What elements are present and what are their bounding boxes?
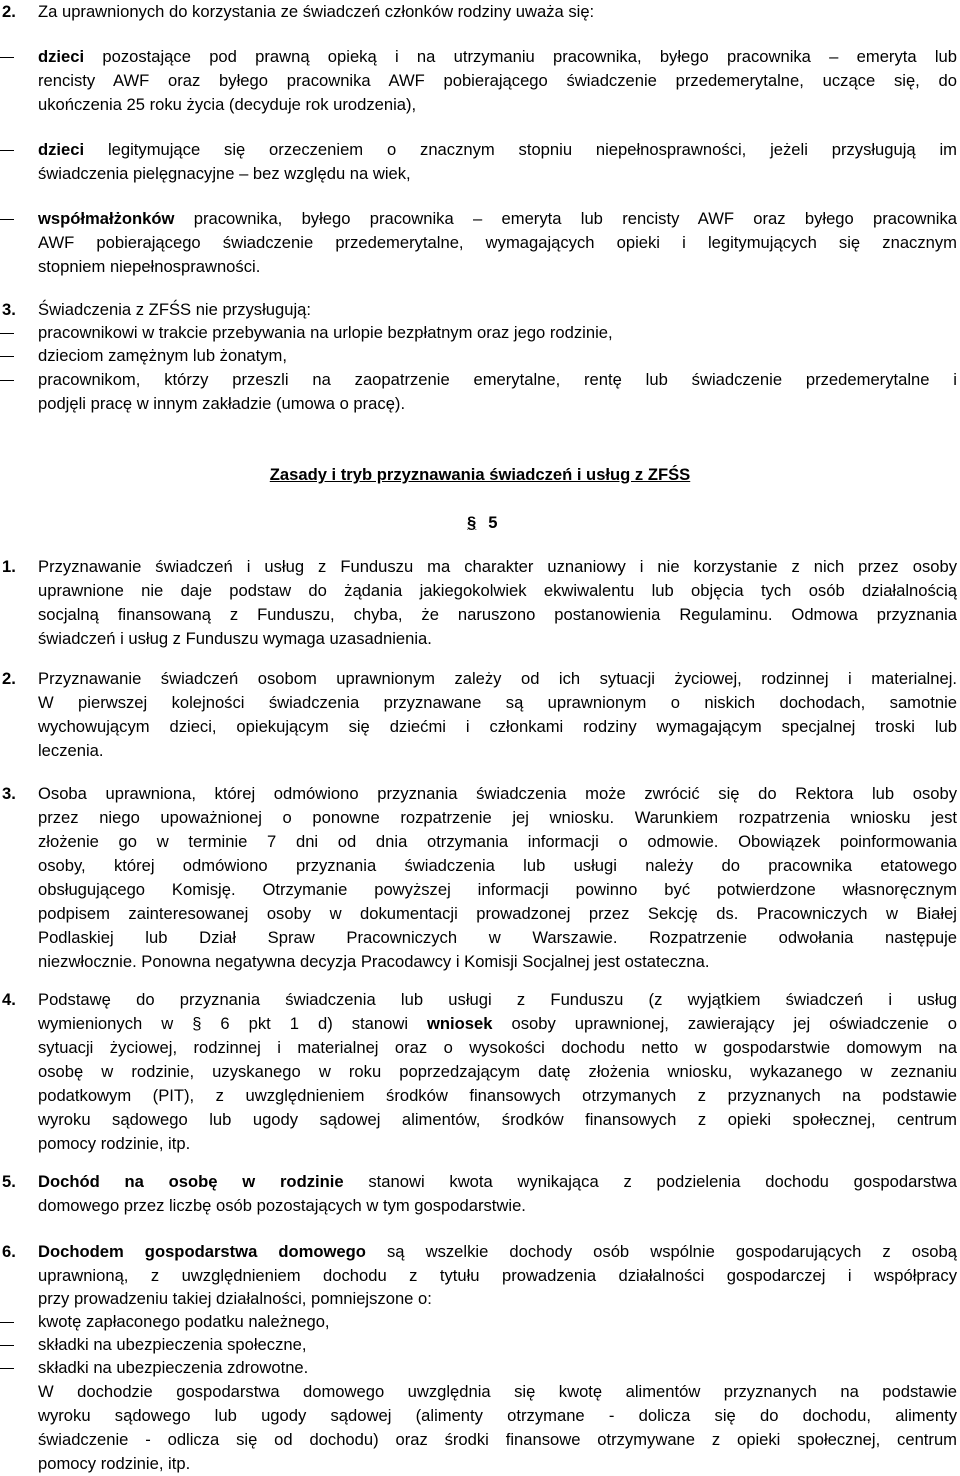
paragraph-line: złożenie go w terminie 7 dni od dnia otrzymania informacji o odmowie. Obowiązek poinformowania — [38, 832, 957, 851]
paragraph-line: Dochód na osobę w rodzinie stanowi kwota wynikająca z podzielenia dochodu gospodarstwa — [38, 1172, 957, 1191]
paragraph-line: wychowującym dzieci, opiekującym się dziećmi i członkami rodziny wymagającym specjalnej troski lub — [38, 717, 957, 736]
paragraph-1-number: 1. — [2, 557, 16, 576]
dash-bullet — [0, 150, 14, 151]
paragraph-line: W dochodzie gospodarstwa domowego uwzględnia się kwotę alimentów przyznanych na podstawie — [38, 1382, 957, 1401]
paragraph-line: podatkowym (PIT), z uwzględnieniem środków finansowych otrzymanych z przyznanych na podstawie — [38, 1086, 957, 1105]
paragraph-line: osobę w rodzinie, uzyskanego w roku poprzedzającym datę złożenia wniosku, wykazanego w zeznaniu — [38, 1062, 957, 1081]
paragraph-line: świadczeń i usług z Funduszu wymaga uzasadnienia. — [38, 629, 432, 648]
paragraph-line: socjalną finansowaną z Funduszu, chyba, że naruszono postanowienia Regulaminu. Odmowa przyznania — [38, 605, 957, 624]
paragraph-line: domowego przez liczbę osób pozostających w tym gospodarstwie. — [38, 1196, 526, 1215]
section-heading: Zasady i tryb przyznawania świadczeń i usług z ZFŚS — [269, 465, 691, 484]
paragraph-5-number: 5. — [2, 1172, 16, 1191]
paragraph-6-number: 6. — [2, 1242, 16, 1261]
item-3-bullet-3-line: pracownikom, którzy przeszli na zaopatrzenie emerytalne, rentę lub świadczenie przedemerytalne i — [38, 370, 957, 389]
paragraph-line: podpisem zainteresowanej osoby w dokumentacji prowadzonej przez Sekcję ds. Pracowniczych w Białej — [38, 904, 957, 923]
paragraph-line: wyroku sądowego lub ugody sądowej alimentów, środków finansowych z opieki społecznej, centrum — [38, 1110, 957, 1129]
paragraph-line: uprawnioną, z uwzględnieniem dochodu z tytułu prowadzenia działalności gospodarczej i współpracy — [38, 1266, 957, 1285]
item-2-bullet-2-line: dzieci legitymujące się orzeczeniem o znacznym stopniu niepełnosprawności, jeżeli przysługują im — [38, 140, 957, 159]
paragraph-line: sytuacji życiowej, rodzinnej i materialnej oraz o wysokości dochodu netto w gospodarstwie domowym na — [38, 1038, 957, 1057]
paragraph-line: Przyznawanie świadczeń osobom uprawnionym zależy od ich sytuacji życiowej, rodzinnej i materialnej. — [38, 669, 957, 688]
paragraph-line: wyroku sądowego lub ugody sądowej (alimenty otrzymane - dolicza się do dochodu, alimenty — [38, 1406, 957, 1425]
section-number — [467, 511, 497, 535]
item-3-number: 3. — [2, 300, 16, 319]
section-symbol: § — [467, 513, 477, 532]
section-number-value: 5 — [488, 513, 498, 532]
paragraph-line: Osoba uprawniona, której odmówiono przyznania świadczenia może zwrócić się do Rektora lub osoby — [38, 784, 957, 803]
paragraph-line: pomocy rodzinie, itp. — [38, 1454, 191, 1473]
dash-bullet — [0, 356, 14, 357]
paragraph-line: pomocy rodzinie, itp. — [38, 1134, 191, 1153]
item-3-bullet-1: pracownikowi w trakcie przebywania na urlopie bezpłatnym oraz jego rodzinie, — [38, 323, 613, 342]
paragraph-line: leczenia. — [38, 741, 104, 760]
paragraph-6-bullet: kwotę zapłaconego podatku należnego, — [38, 1312, 330, 1331]
paragraph-line: Podlaskiej lub Dział Spraw Pracowniczych w Warszawie. Rozpatrzenie odwołania następuje — [38, 928, 957, 947]
item-3-intro: Świadczenia z ZFŚS nie przysługują: — [38, 300, 311, 319]
paragraph-6-bullet: składki na ubezpieczenia społeczne, — [38, 1335, 307, 1354]
item-3-bullet-3-line: podjęli pracę w innym zakładzie (umowa o pracę). — [38, 394, 406, 413]
dash-bullet — [0, 333, 14, 334]
paragraph-line: świadczenie - odlicza się od dochodu) oraz środki finansowe otrzymywane z opieki społecznej, centrum — [38, 1430, 957, 1449]
item-2-bullet-3-line: AWF pobierającego świadczenie przedemerytalne, wymagających opieki i legitymujących się znacznym — [38, 233, 957, 252]
dash-bullet — [0, 1368, 14, 1369]
paragraph-line: niezwłocznie. Ponowna negatywna decyzja Pracodawcy i Komisji Socjalnej jest ostateczna. — [38, 952, 710, 971]
dash-bullet — [0, 57, 14, 58]
dash-bullet — [0, 1345, 14, 1346]
paragraph-line: osoby, której odmówiono przyznania świadczenia lub usługi należy do pracownika etatowego — [38, 856, 957, 875]
paragraph-line: Dochodem gospodarstwa domowego są wszelkie dochody osób wspólnie gospodarujących z osobą — [38, 1242, 957, 1261]
item-2-number: 2. — [2, 2, 16, 21]
paragraph-line: obsługującego Komisję. Otrzymanie powyższej informacji powinno być potwierdzone własnoręcznym — [38, 880, 957, 899]
dash-bullet — [0, 219, 14, 220]
item-2-bullet-3-line: stopniem niepełnosprawności. — [38, 257, 261, 276]
paragraph-3-number: 3. — [2, 784, 16, 803]
item-3-bullet-2: dzieciom zamężnym lub żonatym, — [38, 346, 287, 365]
paragraph-line: Podstawę do przyznania świadczenia lub usługi z Funduszu (z wyjątkiem świadczeń i usług — [38, 990, 957, 1009]
dash-bullet — [0, 380, 14, 381]
dash-bullet — [0, 1322, 14, 1323]
item-2-bullet-1-line: rencisty AWF oraz byłego pracownika AWF pobierającego świadczenie przedemerytalne, uczące się, do — [38, 71, 957, 90]
paragraph-6-bullet: składki na ubezpieczenia zdrowotne. — [38, 1358, 309, 1377]
item-2-bullet-2-line: świadczenia pielęgnacyjne – bez względu na wiek, — [38, 164, 411, 183]
item-2-intro: Za uprawnionych do korzystania ze świadczeń członków rodziny uważa się: — [38, 2, 595, 21]
paragraph-line: przy prowadzeniu takiej działalności, pomniejszone o: — [38, 1289, 432, 1308]
paragraph-line: wymienionych w § 6 pkt 1 d) stanowi wniosek osoby uprawnionej, zawierający jej oświadczenie o — [38, 1014, 957, 1033]
paragraph-4-number: 4. — [2, 990, 16, 1009]
paragraph-line: Przyznawanie świadczeń i usług z Funduszu ma charakter uznaniowy i nie korzystanie z nich przez osoby — [38, 557, 957, 576]
paragraph-line: uprawnione nie daje podstaw do żądania jakiegokolwiek ekwiwalentu lub objęcia tych osób działalnością — [38, 581, 957, 600]
paragraph-line: W pierwszej kolejności świadczenia przyznawane są uprawnionym o niskich dochodach, samotnie — [38, 693, 957, 712]
item-2-bullet-1-line: dzieci pozostające pod prawną opieką i na utrzymaniu pracownika, byłego pracownika – emeryta lub — [38, 47, 957, 66]
item-2-bullet-3-line: współmałżonków pracownika, byłego pracownika – emeryta lub rencisty AWF oraz byłego pracownika — [38, 209, 957, 228]
paragraph-line: przez niego upoważnionej o ponowne rozpatrzenie jej wniosku. Warunkiem rozpatrzenia wniosku jest — [38, 808, 957, 827]
paragraph-2-number: 2. — [2, 669, 16, 688]
item-2-bullet-1-line: ukończenia 25 roku życia (decyduje rok urodzenia), — [38, 95, 417, 114]
